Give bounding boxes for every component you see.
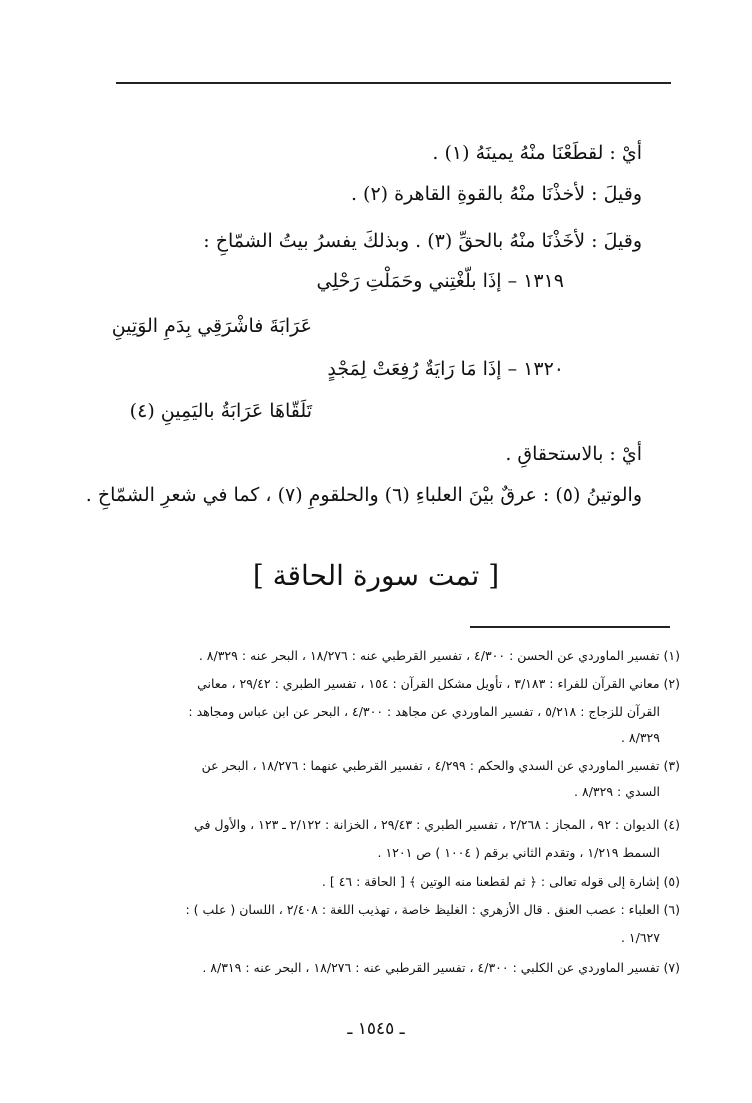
text-line: وقيلَ : لأخَذْنَا منْهُ بالحقِّ (٣) . وبذلكَ يفسرُ بيتُ الشمّاخِ : [203,230,642,252]
verse-line: عَرَابَةَ فاشْرَقِي بِدَمِ الوَتِينِ [111,315,312,337]
text-line: أيْ : لقطَعْنَا منْهُ يمينَهُ (١) . [432,142,642,164]
verse-line: تَلَقّاهَا عَرَابَةُ باليَمِينِ (٤) [129,400,312,422]
header-rule [116,82,671,84]
footnote: (٢) معاني القرآن للفراء : ٣/١٨٣ ، تأويل مشكل القرآن : ١٥٤ ، تفسير الطبري : ٢٩/٤٢ ، معاني [197,676,680,691]
footnote-continuation: السدي : ٨/٣٢٩ . [574,784,660,799]
footnote-continuation: القرآن للزجاج : ٥/٢١٨ ، تفسير الماوردي عن مجاهد : ٤/٣٠٠ ، البحر عن ابن عباس ومجاهد : [188,704,660,719]
footnote-continuation: ٨/٣٢٩ . [620,730,660,745]
verse-line: ١٣٢٠ – إذَا مَا رَايَةٌ رُفِعَتْ لِمَجْدٍ [327,358,564,380]
text-line: وقيلَ : لأخذْنَا منْهُ بالقوةِ القاهرة (٢) . [350,183,642,205]
footnote: (٣) تفسير الماوردي عن السدي والحكم : ٤/٢٩٩ ، تفسير القرطبي عنهما : ١٨/٢٧٦ ، البحر عن [201,758,680,773]
footnote-continuation: ١/٦٢٧ . [620,930,660,945]
footnote-rule [470,626,670,628]
footnote: (٦) العلباء : عصب العنق . قال الأزهري : الغليظ خاصة ، تهذيب اللغة : ٢/٤٠٨ ، اللسان ( علب ) : [185,902,680,917]
verse-line: ١٣١٩ – إذَا بلّغْتِني وحَمَلْتِ رَحْلِي [316,270,564,292]
footnote: (٧) تفسير الماوردي عن الكلبي : ٤/٣٠٠ ، تفسير القرطبي عنه : ١٨/٢٧٦ ، البحر عنه : ٨/٣١٩ . [202,960,680,975]
section-end-title: [ تمت سورة الحاقة ] [252,559,500,592]
text-line: أيْ : بالاستحقاقِ . [505,443,642,465]
text-line: والوتينُ (٥) : عرقٌ بيْنَ العلباءِ (٦) والحلقومِ (٧) ، كما في شعرِ الشمّاخِ . [85,484,642,506]
footnote: (٤) الديوان : ٩٢ ، المجاز : ٢/٢٦٨ ، تفسير الطبري : ٢٩/٤٣ ، الخزانة : ٢/١٢٢ ـ ١٢٣ ، والأول في [194,817,680,832]
footnote: (٥) إشارة إلى قوله تعالى : ﴿ ثم لقطعنا منه الوتين ﴾ [ الحاقة : ٤٦ ] . [321,874,680,889]
footnote-continuation: السمط ١/٢١٩ ، وتقدم الثاني برقم ( ١٠٠٤ ) ص ١٢٠١ . [377,845,660,860]
page-number: ـ ١٥٤٥ ـ [347,1019,405,1039]
footnote: (١) تفسير الماوردي عن الحسن : ٤/٣٠٠ ، تفسير القرطبي عنه : ١٨/٢٧٦ ، البحر عنه : ٨/٣٢٩ . [198,648,680,663]
